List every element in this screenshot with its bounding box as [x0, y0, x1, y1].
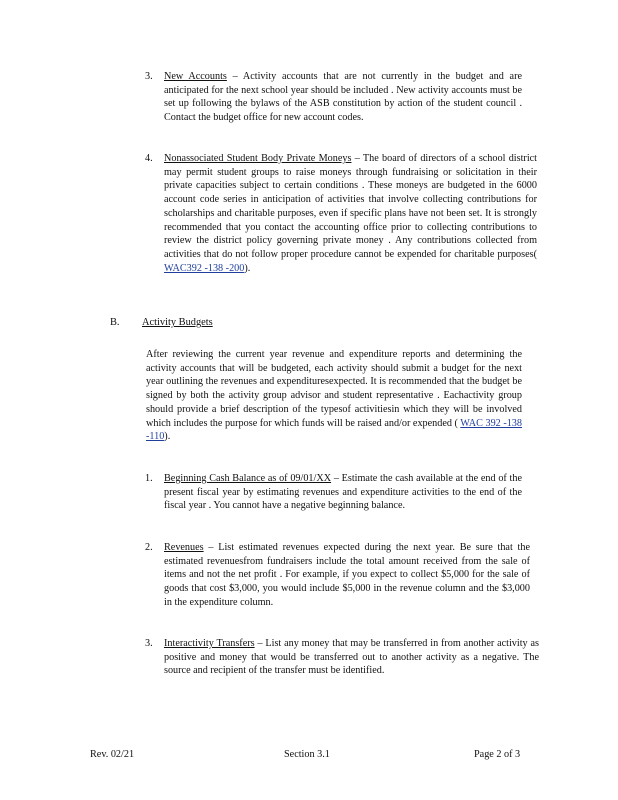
list-item-text-after: ).: [244, 262, 251, 274]
list-item-text: – The board of directors of a school district may permit student groups to raise moneys through fundraising or solicitation in their private capacities subject to certain conditions . These moneys are budgeted in the 6000 account code series in anticipation of activities that involve collecting contributions for scholarships and charitable purposes, even if specific plans have not been set. It is strongly recommended that you contact the accounting office prior to collecting contributions to review the district policy governing private money . Any contributions collected from activities that do not follow proper procedure cannot be expended for charitable purposes(: [164, 153, 537, 260]
paragraph-text: After reviewing the current year revenue and expenditure reports and determining the activity accounts that will be budgeted, each activity should submit a budget for the next year outlining the revenues and expendituresexpected. It is recommended that the budget be signed by both the activity group advisor and student representative . Eachactivity group should provide a brief description of the typesof activitiesin which they will be involved which includes the purpose for which funds will be raised and/or expended (: [146, 349, 522, 429]
list-item-text: – List any money that may be transferred in from another activity as positive and money that would be transferred out to another activity as a negative. The source and recipient of the transfer must be identified.: [164, 638, 539, 677]
list-item-number: 3.: [145, 638, 153, 649]
list-item-text: – List estimated revenues expected during the next year. Be sure that the estimated revenuesfrom fundraisers include the total amount received from the sale of items and not the net profit . For example, if you expect to collect $5,000 for the sale of goods that cost $3,000, you would include $5,000 in the revenue column and the $3,000 in the expenditure column.: [164, 542, 530, 608]
list-item-number: 4.: [145, 153, 153, 164]
section-letter: B.: [110, 317, 120, 328]
list-item-number: 3.: [145, 71, 153, 82]
wac-link[interactable]: WAC392 -138 -200: [164, 262, 245, 274]
list-item-number: 1.: [145, 473, 153, 484]
section-paragraph: [146, 348, 522, 444]
list-item-new-accounts: [145, 70, 522, 125]
list-item-revenues: [145, 541, 530, 610]
paragraph-text-after: ).: [164, 431, 171, 443]
footer-revision: Rev. 02/21: [90, 749, 135, 760]
list-item-title: Interactivity Transfers: [164, 638, 255, 649]
footer-section: Section 3.1: [284, 749, 330, 760]
list-item-beginning-cash: [145, 472, 522, 513]
list-item-title: Beginning Cash Balance as of 09/01/XX: [164, 473, 332, 484]
list-item-interactivity-transfers: [145, 637, 539, 678]
list-item-title: New Accounts: [164, 71, 227, 82]
list-item-text: – Activity accounts that are not currently in the budget and are anticipated for the next school year should be included . New activity accounts must be set up following the bylaws of the ASB constitution by action of the student council . Contact the budget office for new account codes.: [164, 71, 522, 124]
wac-link[interactable]: WAC 392 -138 -110: [146, 417, 522, 443]
list-item-title: Nonassociated Student Body Private Moneys: [164, 153, 352, 164]
footer-page-number: Page 2 of 3: [474, 749, 521, 760]
list-item-title: Revenues: [164, 542, 204, 553]
list-item-private-moneys: [145, 152, 537, 275]
list-item-text: – Estimate the cash available at the end of the present fiscal year by estimating revenues and expenditure activities to the end of the fiscal year . You cannot have a negative beginning balance.: [164, 473, 522, 512]
list-item-number: 2.: [145, 542, 153, 553]
section-title: Activity Budgets: [142, 317, 213, 328]
